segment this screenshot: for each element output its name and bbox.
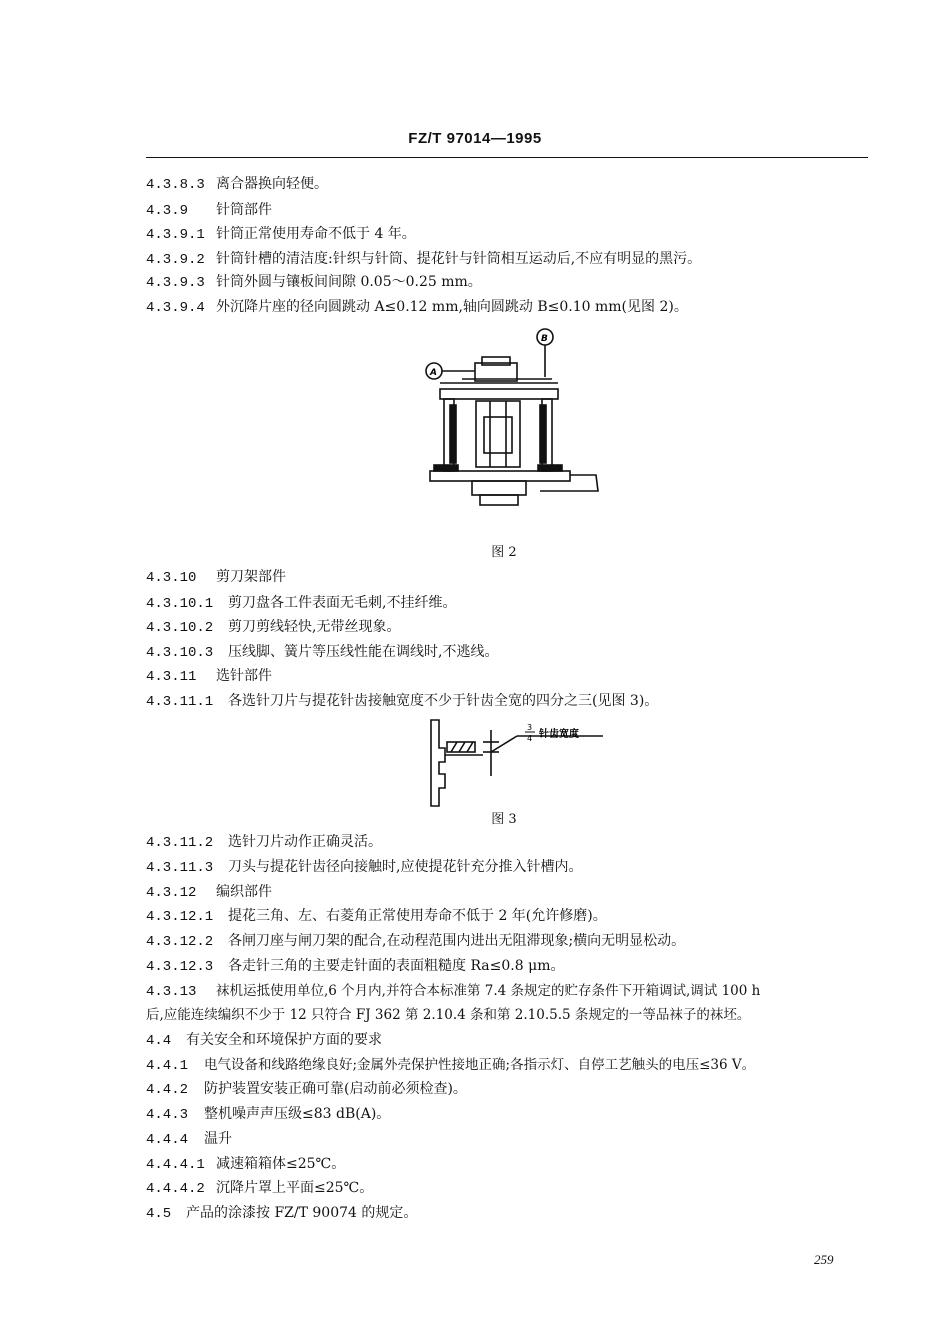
clause-line xyxy=(146,1204,417,1223)
figure-3-label: 针齿宽度 xyxy=(539,729,579,740)
clause-line xyxy=(146,1056,755,1075)
figure-2-label-a: A xyxy=(430,368,437,378)
figure-3-drawing xyxy=(425,718,615,808)
clause-number: 4.3.13 xyxy=(146,984,197,1000)
clause-text: 剪刀盘各工件表面无毛刺,不挂纤维。 xyxy=(228,595,457,611)
clause-text: 沉降片罩上平面≤25℃。 xyxy=(216,1180,374,1196)
clause-text: 减速箱箱体≤25℃。 xyxy=(216,1156,346,1172)
clause-text: 选针刀片动作正确灵活。 xyxy=(228,834,382,850)
header-rule xyxy=(146,157,868,158)
clause-number: 4.4 xyxy=(146,1033,172,1049)
clause-text: 产品的涂漆按 FZ/T 90074 的规定。 xyxy=(186,1205,418,1221)
figure-3-frac-num: 3 xyxy=(527,723,533,732)
clause-number: 4.4.1 xyxy=(146,1058,189,1074)
clause-line xyxy=(146,833,382,852)
clause-text: 整机噪声声压级≤83 dB(A)。 xyxy=(204,1106,391,1122)
figure-3-caption: 图 3 xyxy=(491,812,517,827)
clause-number: 4.4.3 xyxy=(146,1107,189,1123)
clause-line xyxy=(146,692,658,711)
clause-text: 剪刀架部件 xyxy=(216,569,286,585)
clause-number: 4.4.4.1 xyxy=(146,1157,205,1173)
figure-3-frac-den: 4 xyxy=(527,734,533,743)
clause-line xyxy=(146,1105,390,1124)
clause-number: 4.3.11 xyxy=(146,669,197,685)
clause-number: 4.3.11.2 xyxy=(146,835,214,851)
clause-number: 4.3.9 xyxy=(146,203,189,219)
clause-number: 4.3.10.3 xyxy=(146,645,214,661)
clause-number: 4.3.9.1 xyxy=(146,227,205,243)
clause-line xyxy=(146,594,456,613)
clause-line xyxy=(146,932,685,951)
clause-text: 压线脚、簧片等压线性能在调线时,不逃线。 xyxy=(228,644,499,660)
clause-text: 针筒部件 xyxy=(216,202,272,218)
clause-number: 4.4.2 xyxy=(146,1082,189,1098)
clause-line xyxy=(146,298,688,317)
page-number: 259 xyxy=(814,1252,834,1267)
clause-number: 4.3.12.2 xyxy=(146,934,214,950)
header-code: FZ/T 97014—1995 xyxy=(408,130,542,147)
clause-line xyxy=(146,1080,467,1099)
clause-number: 4.4.4.2 xyxy=(146,1181,205,1197)
clause-number: 4.3.12.1 xyxy=(146,909,214,925)
clause-line-continued xyxy=(146,1006,750,1024)
clause-number: 4.4.4 xyxy=(146,1132,189,1148)
clause-text: 后,应能连续编织不少于 12 只符合 FJ 362 第 2.10.4 条和第 2.10.5.5 条规定的一等品袜子的袜坯。 xyxy=(146,1007,751,1023)
clause-text: 电气设备和线路绝缘良好;金属外壳保护性接地正确;各指示灯、自停工艺触头的电压≤36 V。 xyxy=(204,1057,756,1073)
clause-number: 4.3.10.2 xyxy=(146,620,214,636)
clause-text: 选针部件 xyxy=(216,668,272,684)
clause-line xyxy=(146,273,482,292)
clause-line xyxy=(146,1130,232,1149)
clause-line xyxy=(146,858,582,877)
clause-text: 各走针三角的主要走针面的表面粗糙度 Ra≤0.8 μm。 xyxy=(228,958,565,974)
clause-line xyxy=(146,1155,345,1174)
clause-text: 各闸刀座与闸刀架的配合,在动程范围内进出无阻滞现象;横向无明显松动。 xyxy=(228,933,686,949)
clause-number: 4.3.11.3 xyxy=(146,860,214,876)
clause-text: 温升 xyxy=(204,1131,232,1147)
clause-line xyxy=(146,201,272,220)
clause-line xyxy=(146,643,498,662)
clause-text: 刀头与提花针齿径向接触时,应使提花针充分推入针槽内。 xyxy=(228,859,583,875)
clause-text: 编织部件 xyxy=(216,884,272,900)
clause-number: 4.3.11.1 xyxy=(146,694,214,710)
figure-2-caption: 图 2 xyxy=(491,545,517,560)
clause-line xyxy=(146,1031,382,1050)
clause-text: 针筒正常使用寿命不低于 4 年。 xyxy=(216,226,416,242)
clause-line xyxy=(146,957,564,976)
clause-text: 有关安全和环境保护方面的要求 xyxy=(186,1032,382,1048)
clause-line xyxy=(146,982,760,1001)
clause-number: 4.3.9.2 xyxy=(146,252,205,268)
clause-line xyxy=(146,568,286,587)
clause-number: 4.3.12 xyxy=(146,885,197,901)
clause-line xyxy=(146,618,400,637)
clause-number: 4.5 xyxy=(146,1206,172,1222)
figure-2-label-b: B xyxy=(541,334,548,344)
clause-number: 4.3.8.3 xyxy=(146,177,205,193)
clause-text: 针筒针槽的清洁度:针织与针筒、提花针与针筒相互运动后,不应有明显的黑污。 xyxy=(216,251,702,267)
clause-text: 防护装置安装正确可靠(启动前必须检查)。 xyxy=(204,1081,467,1097)
clause-number: 4.3.10 xyxy=(146,570,197,586)
clause-text: 外沉降片座的径向圆跳动 A≤0.12 mm,轴向圆跳动 B≤0.10 mm(见图 2)。 xyxy=(216,299,688,315)
clause-line xyxy=(146,1179,373,1198)
clause-line xyxy=(146,175,328,194)
clause-line xyxy=(146,907,607,926)
clause-text: 袜机运抵使用单位,6 个月内,并符合本标准第 7.4 条规定的贮存条件下开箱调试,调试 100 h xyxy=(216,983,761,999)
clause-line xyxy=(146,225,416,244)
clause-text: 针筒外圆与镶板间间隙 0.05～0.25 mm。 xyxy=(216,274,482,290)
figure-2-drawing xyxy=(420,325,610,515)
clause-text: 各选针刀片与提花针齿接触宽度不少于针齿全宽的四分之三(见图 3)。 xyxy=(228,693,659,709)
clause-line xyxy=(146,883,272,902)
clause-text: 提花三角、左、右菱角正常使用寿命不低于 2 年(允许修磨)。 xyxy=(228,908,607,924)
clause-text: 离合器换向轻便。 xyxy=(216,176,328,192)
clause-line xyxy=(146,250,701,269)
clause-number: 4.3.9.4 xyxy=(146,300,205,316)
clause-line xyxy=(146,667,272,686)
clause-number: 4.3.10.1 xyxy=(146,596,214,612)
clause-text: 剪刀剪线轻快,无带丝现象。 xyxy=(228,619,401,635)
clause-number: 4.3.9.3 xyxy=(146,275,205,291)
clause-number: 4.3.12.3 xyxy=(146,959,214,975)
